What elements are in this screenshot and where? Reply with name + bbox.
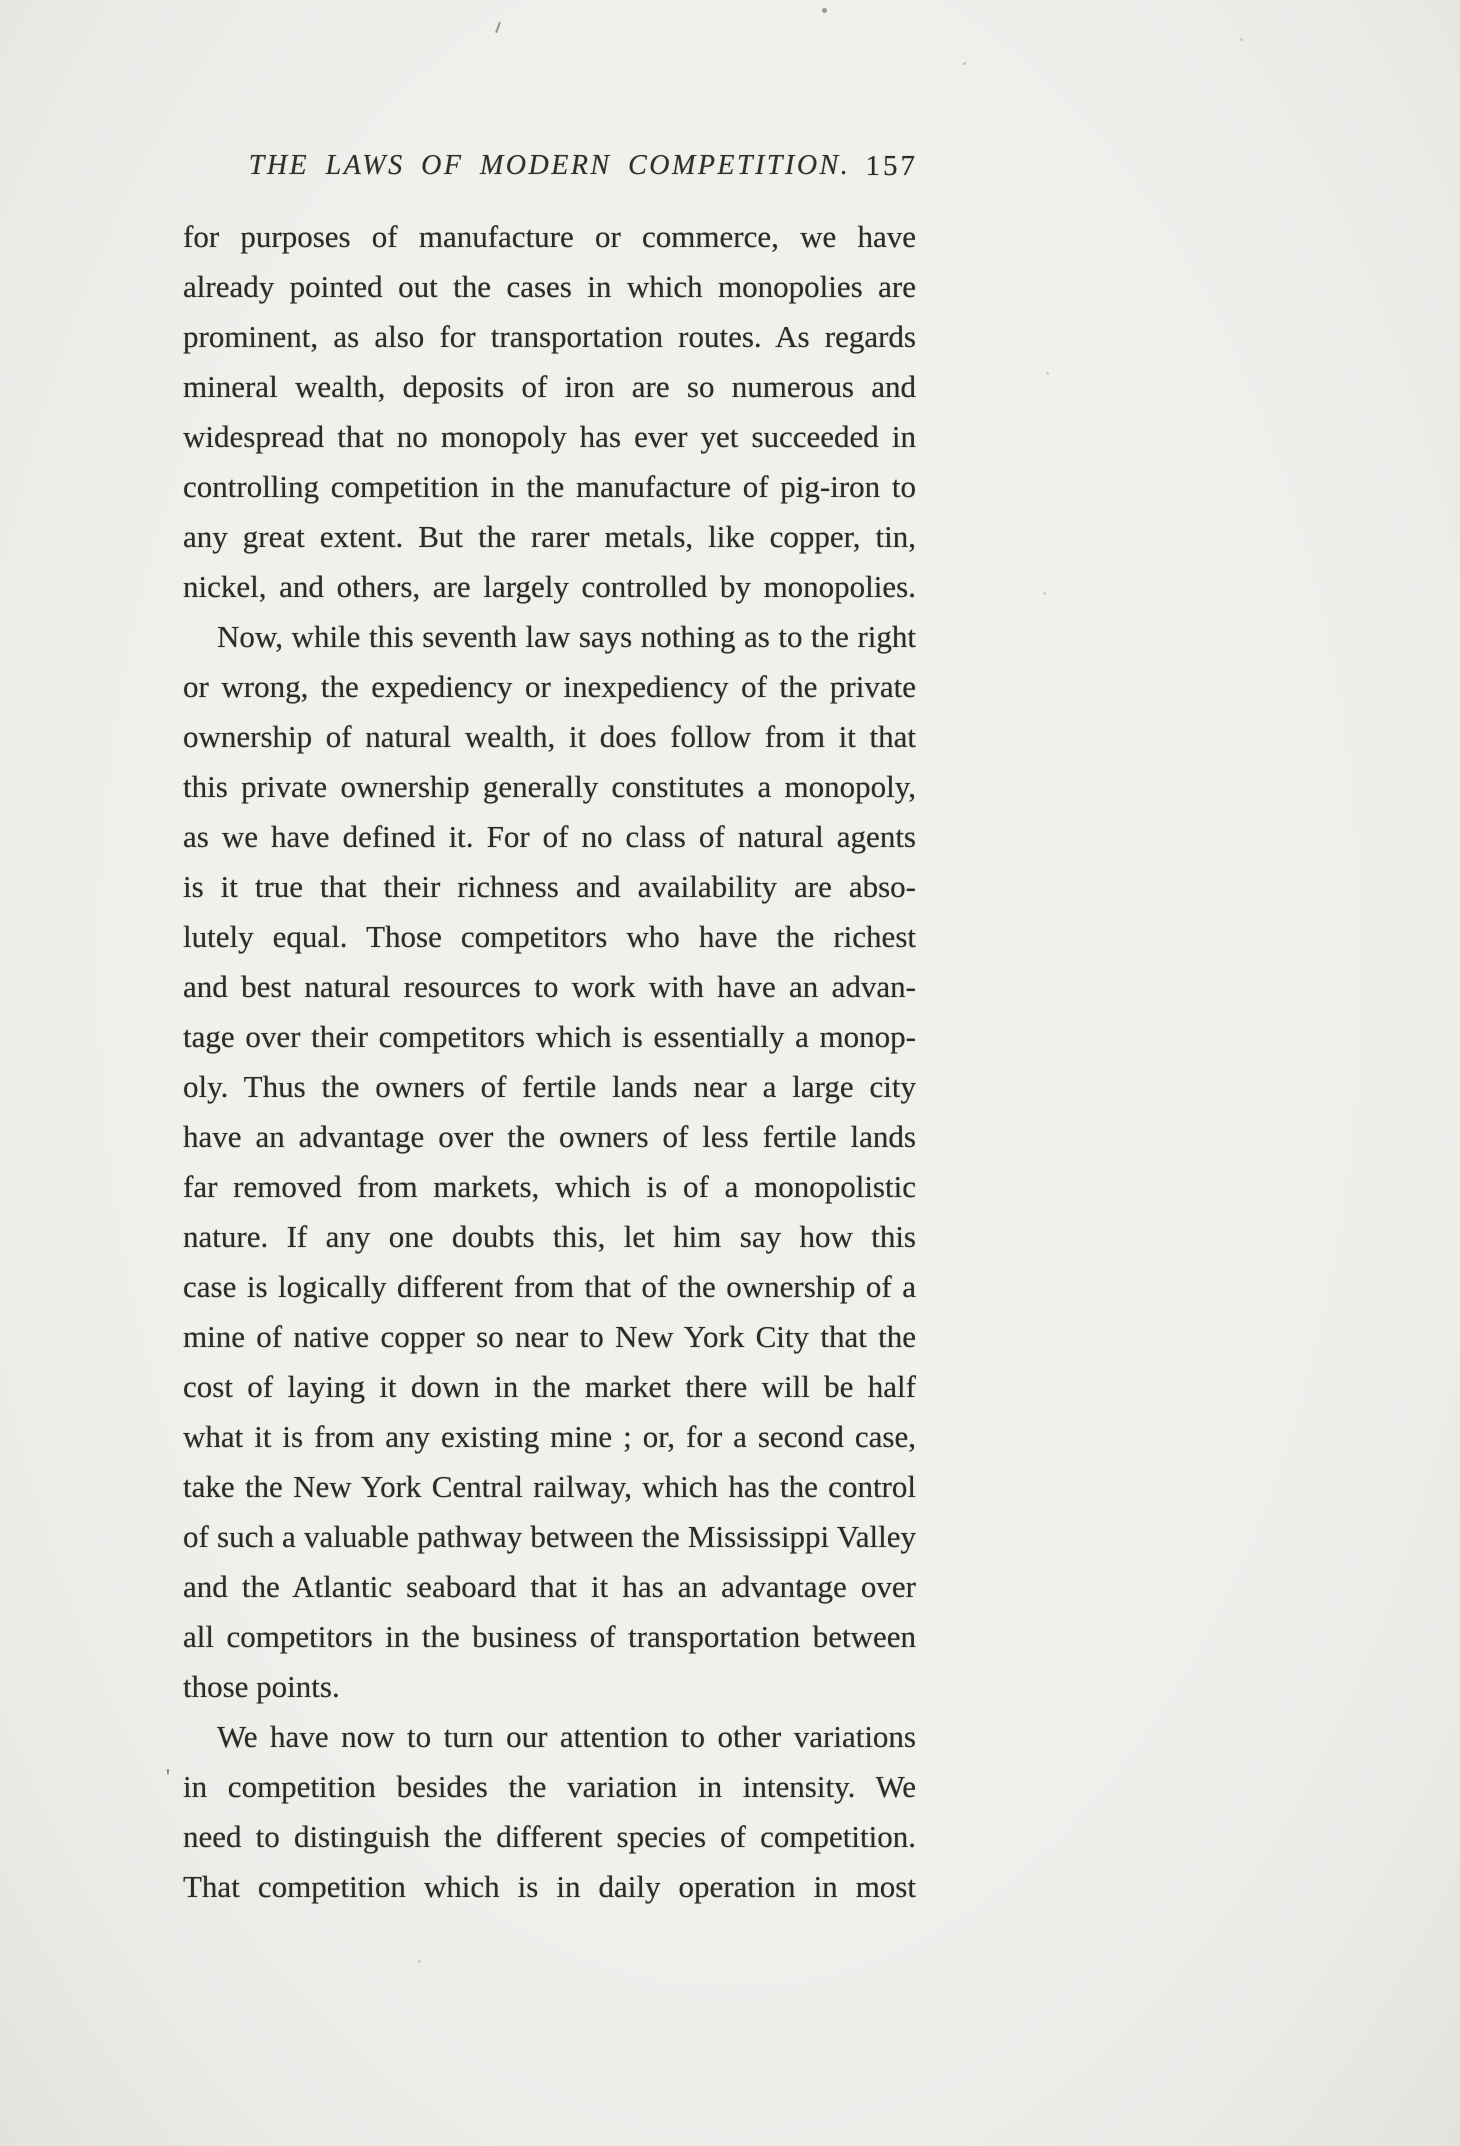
text-line: as we have defined it. For of no class of natural agents — [183, 819, 916, 854]
text-line: take the New York Central railway, which has the control — [183, 1469, 916, 1504]
text-line: of such a valuable pathway between the Mississippi Valley — [183, 1519, 916, 1554]
text-line: lutely equal. Those competitors who have the richest — [183, 919, 916, 954]
paragraph — [183, 1712, 916, 1912]
text-line: what it is from any existing mine ; or, for a second case, — [183, 1419, 916, 1454]
text-line: Now, while this seventh law says nothing as to the right — [217, 619, 916, 654]
text-line: have an advantage over the owners of less fertile lands — [183, 1119, 916, 1154]
body-text — [183, 212, 916, 1912]
text-line: all competitors in the business of transportation between — [183, 1619, 916, 1654]
text-line: widespread that no monopoly has ever yet succeeded in — [183, 419, 916, 454]
text-line: any great extent. But the rarer metals, like copper, tin, — [183, 519, 916, 554]
text-line: tage over their competitors which is essentially a monop- — [183, 1019, 916, 1054]
text-line: for purposes of manufacture or commerce, we have — [183, 219, 916, 254]
text-line: ownership of natural wealth, it does follow from it that — [183, 719, 916, 754]
text-line: controlling competition in the manufacture of pig-iron to — [183, 469, 916, 504]
text-line: nature. If any one doubts this, let him say how this — [183, 1219, 916, 1254]
text-line: nickel, and others, are largely controlled by monopolies. — [183, 569, 916, 604]
text-line: That competition which is in daily operation in most — [183, 1869, 916, 1904]
text-line: far removed from markets, which is of a monopolistic — [183, 1169, 916, 1204]
text-line: is it true that their richness and availability are abso- — [183, 869, 916, 904]
scan-speck — [418, 1960, 421, 1963]
text-line: mineral wealth, deposits of iron are so numerous and — [183, 369, 916, 404]
scan-speck — [1240, 38, 1243, 41]
text-line: oly. Thus the owners of fertile lands near a large city — [183, 1069, 916, 1104]
scan-speck — [963, 62, 966, 65]
text-line: and the Atlantic seaboard that it has an advantage over — [183, 1569, 916, 1604]
running-header-title: THE LAWS OF MODERN COMPETITION. — [248, 150, 851, 181]
scan-speck — [822, 8, 827, 13]
text-line: mine of native copper so near to New York City that the — [183, 1319, 916, 1354]
text-line: already pointed out the cases in which monopolies are — [183, 269, 916, 304]
text-line: in competition besides the variation in intensity. We — [183, 1769, 916, 1804]
page-number: 157 — [865, 150, 918, 182]
paragraph — [183, 212, 916, 612]
paragraph — [183, 612, 916, 1712]
scan-speck — [1043, 592, 1046, 595]
text-line: need to distinguish the different species of competition. — [183, 1819, 916, 1854]
text-line: case is logically different from that of the ownership of a — [183, 1269, 916, 1304]
running-header — [183, 146, 916, 188]
text-line: those points. — [183, 1669, 340, 1704]
text-line: this private ownership generally constitutes a monopoly, — [183, 769, 916, 804]
text-line: We have now to turn our attention to other variations — [217, 1719, 916, 1754]
text-line: or wrong, the expediency or inexpediency of the private — [183, 669, 916, 704]
scan-stray-mark: ' — [166, 1764, 170, 1789]
scan-scratch — [495, 22, 501, 33]
scan-speck — [1046, 372, 1049, 375]
text-line: and best natural resources to work with have an advan- — [183, 969, 916, 1004]
text-line: cost of laying it down in the market there will be half — [183, 1369, 916, 1404]
text-line: prominent, as also for transportation routes. As regards — [183, 319, 916, 354]
